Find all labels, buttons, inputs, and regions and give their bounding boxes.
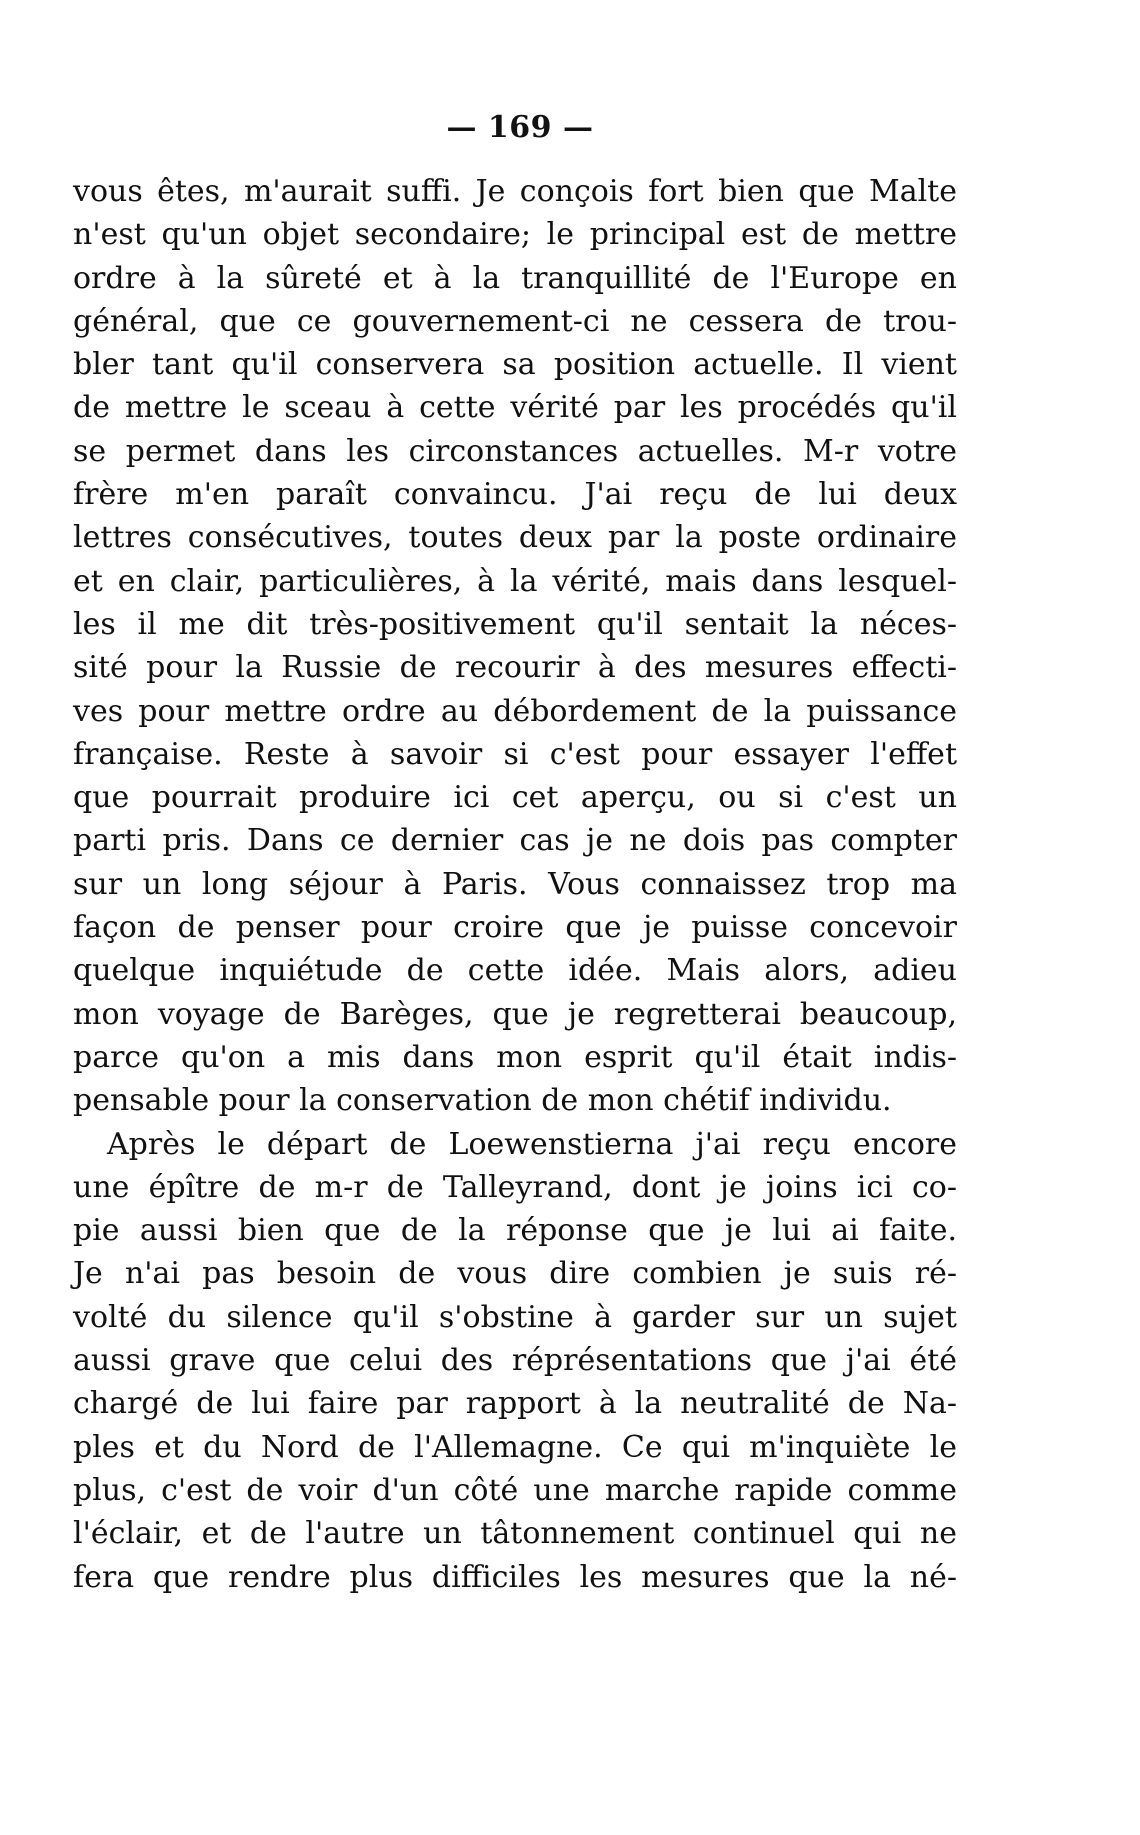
text-line: n'est qu'un objet secondaire; le principal est de mettre	[73, 217, 957, 253]
page-number: — 169 —	[446, 110, 594, 145]
body-text	[73, 170, 957, 1599]
text-line: que pourrait produire ici cet aperçu, ou si c'est un	[73, 780, 957, 816]
text-line: lettres consécutives, toutes deux par la poste ordinaire	[73, 520, 957, 556]
paragraph-start-line: Après le départ de Loewenstierna j'ai reçu encore	[107, 1126, 957, 1162]
text-line: quelque inquiétude de cette idée. Mais alors, adieu	[73, 953, 957, 989]
text-line: ples et du Nord de l'Allemagne. Ce qui m'inquiète le	[73, 1429, 957, 1465]
text-line: parce qu'on a mis dans mon esprit qu'il était indis-	[73, 1039, 957, 1075]
text-line: ordre à la sûreté et à la tranquillité de l'Europe en	[73, 260, 957, 296]
text-line: façon de penser pour croire que je puisse concevoir	[73, 910, 957, 946]
text-line: sur un long séjour à Paris. Vous connaissez trop ma	[73, 866, 957, 902]
text-line: pie aussi bien que de la réponse que je lui ai faite.	[73, 1213, 957, 1249]
text-line: parti pris. Dans ce dernier cas je ne dois pas compter	[73, 823, 957, 859]
text-line: française. Reste à savoir si c'est pour essayer l'effet	[73, 736, 957, 772]
text-line: mon voyage de Barèges, que je regretterai beaucoup,	[73, 996, 957, 1032]
paragraph-end-line: pensable pour la conservation de mon chétif individu.	[73, 1083, 892, 1119]
text-line: fera que rendre plus difficiles les mesures que la né-	[73, 1559, 957, 1595]
text-line: et en clair, particulières, à la vérité, mais dans lesquel-	[73, 563, 957, 599]
text-line: une épître de m-r de Talleyrand, dont je joins ici co-	[73, 1169, 957, 1205]
text-line: vous êtes, m'aurait suffi. Je conçois fort bien que Malte	[73, 174, 957, 209]
text-line: l'éclair, et de l'autre un tâtonnement continuel qui ne	[73, 1516, 957, 1552]
text-line: Je n'ai pas besoin de vous dire combien je suis ré-	[73, 1256, 957, 1292]
text-line: bler tant qu'il conservera sa position actuelle. Il vient	[73, 347, 957, 383]
text-line: frère m'en paraît convaincu. J'ai reçu de lui deux	[73, 477, 957, 513]
text-line: de mettre le sceau à cette vérité par les procédés qu'il	[73, 390, 957, 426]
text-line: chargé de lui faire par rapport à la neutralité de Na-	[73, 1386, 957, 1422]
text-line: aussi grave que celui des réprésentations que j'ai été	[73, 1343, 957, 1379]
text-line: général, que ce gouvernement-ci ne cessera de trou-	[73, 303, 957, 339]
text-line: volté du silence qu'il s'obstine à garder sur un sujet	[73, 1299, 957, 1335]
text-line: sité pour la Russie de recourir à des mesures effecti-	[73, 650, 957, 686]
text-line: les il me dit très-positivement qu'il sentait la néces-	[73, 606, 957, 642]
text-line: ves pour mettre ordre au débordement de la puissance	[73, 693, 957, 729]
text-line: plus, c'est de voir d'un côté une marche rapide comme	[73, 1472, 957, 1508]
text-line: se permet dans les circonstances actuelles. M-r votre	[73, 433, 957, 469]
